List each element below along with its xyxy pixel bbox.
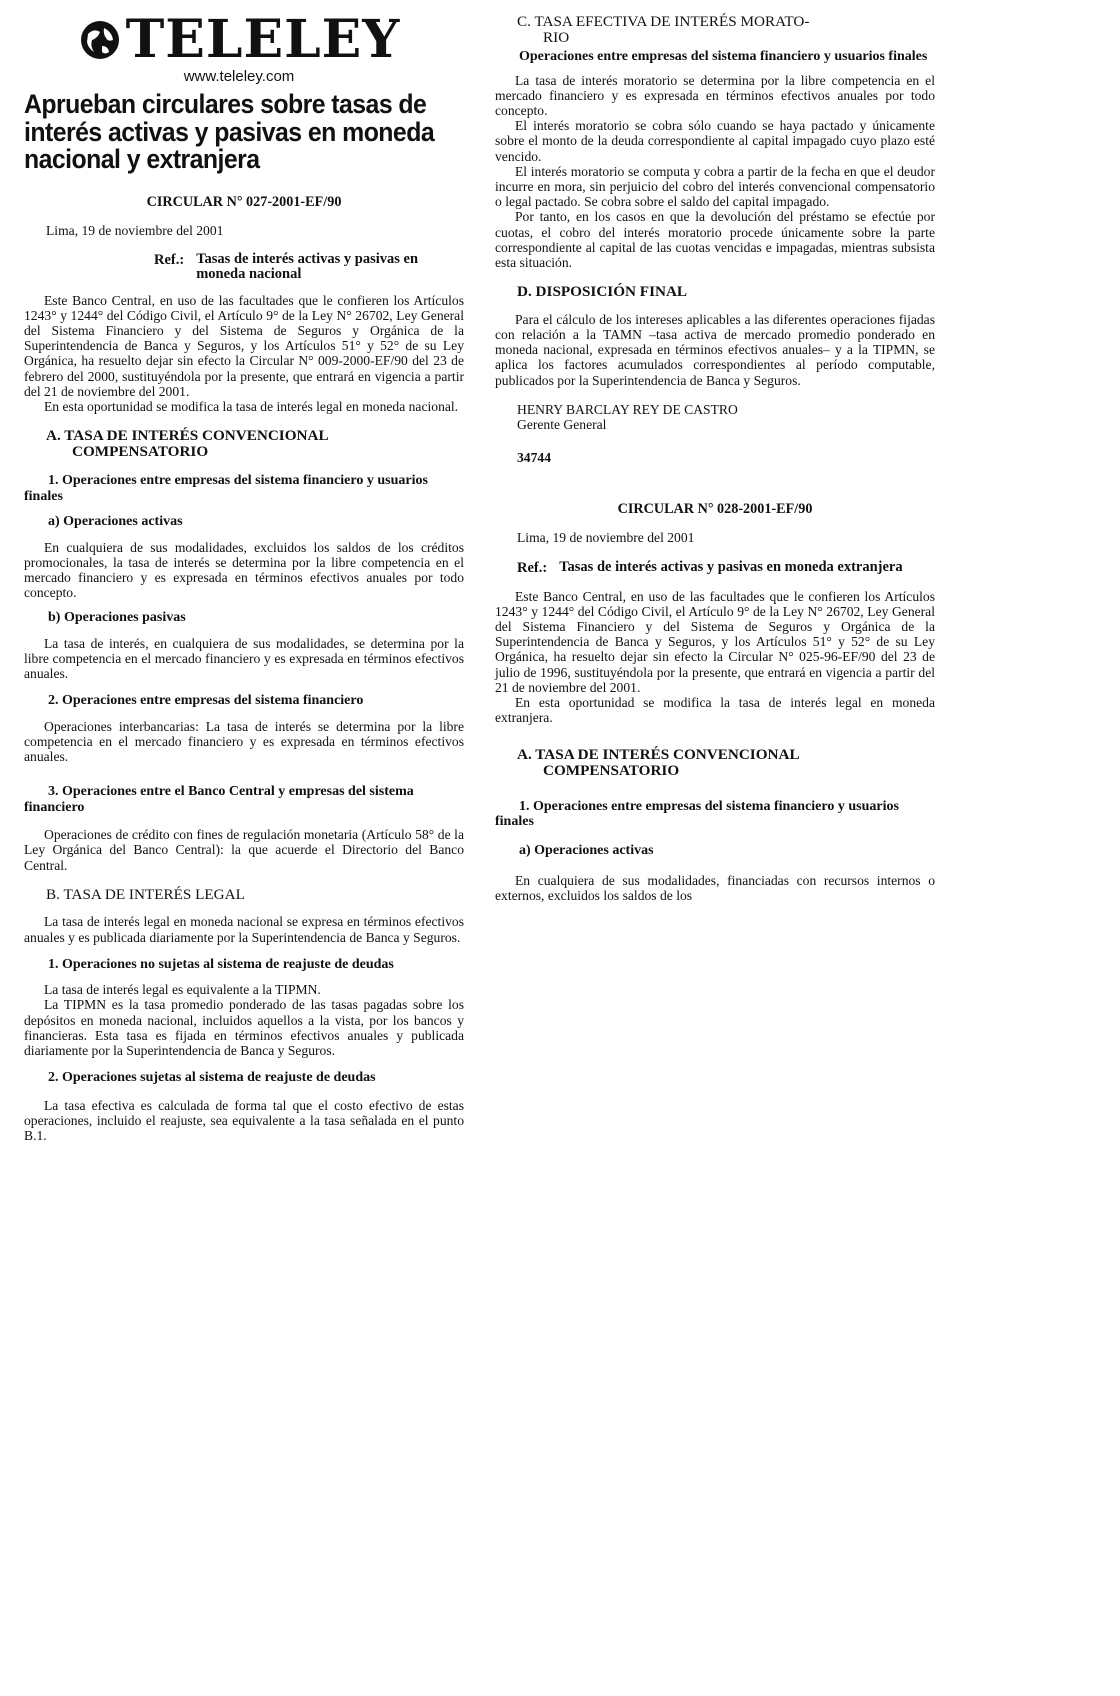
signer-title: Gerente General: [517, 417, 607, 433]
paragraph: La tasa de interés legal es equivalente a la TIPMN.: [44, 982, 321, 998]
ref-text: Tasas de interés activas y pasivas en moneda nacional: [196, 250, 419, 283]
circular-ref: [495, 560, 935, 577]
circular-ref: [24, 252, 464, 283]
brand-name: TELELEY: [125, 9, 401, 70]
publication-code: 34744: [517, 450, 551, 466]
circular-number: CIRCULAR N° 028-2001-EF/90: [617, 501, 813, 518]
paragraph: Para el cálculo de los intereses aplicables a las diferentes operaciones fijadas con relación a la TAMN –tasa activa de mercado promedio ponderado en moneda nacional, expresada en términos efectivos anuales– y a la TIPMN, se aplica los factores acumulados correspondientes al período computable, publicados por la Superintendencia de Banca y Seguros.: [495, 311, 935, 388]
masthead-url[interactable]: www.teleley.com: [183, 68, 295, 85]
subsection-heading: 2. Operaciones sujetas al sistema de reajuste de deudas: [48, 1070, 376, 1086]
paragraph: La tasa efectiva es calculada de forma tal que el costo efectivo de estas operaciones, incluido el reajuste, sea equivalente a la tasa señalada en el punto B.1.: [24, 1097, 464, 1144]
paragraph: Por tanto, en los casos en que la devolución del préstamo se efectúe por cuotas, el cobro del interés moratorio procede únicamente sobre la parte correspondiente al capital de las cuotas vencidas e impagadas, mientras subsista esta situación.: [495, 209, 935, 271]
section-heading: B. TASA DE INTERÉS LEGAL: [46, 885, 245, 903]
subsection-heading: 2. Operaciones entre empresas del sistema financiero: [48, 693, 364, 709]
paragraph: La tasa de interés, en cualquiera de sus modalidades, se determina por la libre competencia en el mercado financiero y es expresada en términos efectivos anuales.: [24, 635, 464, 682]
subsection-heading: a) Operaciones activas: [48, 514, 183, 530]
masthead-logo: [64, 9, 414, 70]
signer-name: HENRY BARCLAY REY DE CASTRO: [517, 401, 738, 417]
ref-label: Ref.:: [517, 559, 548, 576]
paragraph: Este Banco Central, en uso de las facultades que le confieren los Artículos 1243° y 1244° del Código Civil, el Artículo 9° de la Ley N° 26702, Ley General del Sistema Financiero y del Sistema de Seguros y Orgánica de la Superintendencia de Banca y Seguros, y los Artículos 51° y 52° de su Ley Orgánica, ha resuelto dejar sin efecto la Circular N° 009-2000-EF/90 del 23 de febrero del 2000, sustituyéndola por la presente, que entrará en vigencia a partir del 21 de noviembre del 2001.: [24, 292, 464, 399]
right-column: [495, 0, 935, 903]
paragraph: En cualquiera de sus modalidades, financiadas con recursos internos o externos, excluidos los saldos de los: [495, 872, 935, 904]
section-heading: A. TASA DE INTERÉS CONVENCIONAL COMPENSATORIO: [46, 427, 329, 460]
subsection-heading: 1. Operaciones no sujetas al sistema de reajuste de deudas: [48, 956, 394, 972]
ref-text: Tasas de interés activas y pasivas en moneda extranjera: [559, 558, 903, 575]
paragraph: La TIPMN es la tasa promedio ponderado de las tasas pagadas sobre los depósitos en moneda nacional, incluidos aquellos a la vista, por los bancos y financieras. Esta tasa es fijada en términos efectivos anuales y publicada diariamente por la Superintendencia de Banca y Seguros.: [24, 997, 464, 1059]
paragraph: Operaciones de crédito con fines de regulación monetaria (Artículo 58° de la Ley Orgánica del Banco Central): la que acuerde el Directorio del Banco Central.: [24, 827, 464, 873]
section-heading: A. TASA DE INTERÉS CONVENCIONAL COMPENSATORIO: [517, 746, 800, 780]
circular-date: Lima, 19 de noviembre del 2001: [46, 222, 224, 238]
subsection-heading: Operaciones entre empresas del sistema financiero y usuarios finales: [519, 49, 928, 65]
circular-date: Lima, 19 de noviembre del 2001: [517, 530, 695, 546]
paragraph: En esta oportunidad se modifica la tasa de interés legal en moneda nacional.: [44, 398, 459, 414]
section-heading: D. DISPOSICIÓN FINAL: [517, 283, 688, 301]
paragraph: La tasa de interés legal en moneda nacional se expresa en términos efectivos anuales y es publicada diariamente por la Superintendencia de Banca y Seguros.: [24, 914, 464, 945]
paragraph: Operaciones interbancarias: La tasa de interés se determina por la libre competencia en el mercado financiero y es expresada en términos efectivos anuales.: [24, 718, 464, 765]
headline: Aprueban circulares sobre tasas de interés activas y pasivas en moneda nacional y extranjera: [24, 89, 435, 174]
ref-label: Ref.:: [154, 251, 185, 268]
subsection-heading: b) Operaciones pasivas: [48, 610, 186, 626]
paragraph: La tasa de interés moratorio se determina por la libre competencia en el mercado financiero y es expresada en términos efectivos anuales por todo concepto.: [495, 72, 935, 118]
paragraph: En esta oportunidad se modifica la tasa de interés legal en moneda extranjera.: [495, 695, 935, 726]
circular-number: CIRCULAR N° 027-2001-EF/90: [146, 193, 342, 210]
left-column: [24, 0, 464, 1143]
section-heading: C. TASA EFECTIVA DE INTERÉS MORATO- RIO: [517, 13, 810, 46]
subsection-heading: 1. Operaciones entre empresas del sistema financiero y usuarios finales: [24, 473, 428, 504]
paragraph: Este Banco Central, en uso de las facultades que le confieren los Artículos 1243° y 1244° del Código Civil, el Artículo 9° de la Ley N° 26702, Ley General del Sistema Financiero y del Sistema de Seguros y Orgánica de la Superintendencia de Banca y Seguros, y los Artículos 51° y 52° de su Ley Orgánica, ha resuelto dejar sin efecto la Circular N° 025-96-EF/90 del 23 de julio de 1996, sustituyéndola por la presente, que entrará en vigencia a partir del 21 de noviembre del 2001.: [495, 588, 935, 695]
paragraph: El interés moratorio se cobra sólo cuando se haya pactado y únicamente sobre el monto de la deuda correspondiente al capital impagado cuyo plazo esté vencido.: [495, 118, 935, 164]
paragraph: El interés moratorio se computa y cobra a partir de la fecha en que el deudor incurre en mora, sin perjuicio del cobro del interés convencional compensatorio o legal pactado. Se cobra sobre el saldo del capital impagado.: [495, 163, 935, 210]
subsection-heading: a) Operaciones activas: [519, 843, 654, 859]
subsection-heading: 3. Operaciones entre el Banco Central y empresas del sistema financiero: [24, 784, 414, 815]
subsection-heading: 1. Operaciones entre empresas del sistema financiero y usuarios finales: [495, 798, 899, 830]
paragraph: En cualquiera de sus modalidades, excluidos los saldos de los créditos promocionales, la tasa de interés se determina por la libre competencia en el mercado financiero y es expresada en términos efectivos anuales por todo concepto.: [24, 539, 464, 601]
globe-icon: [78, 18, 122, 62]
